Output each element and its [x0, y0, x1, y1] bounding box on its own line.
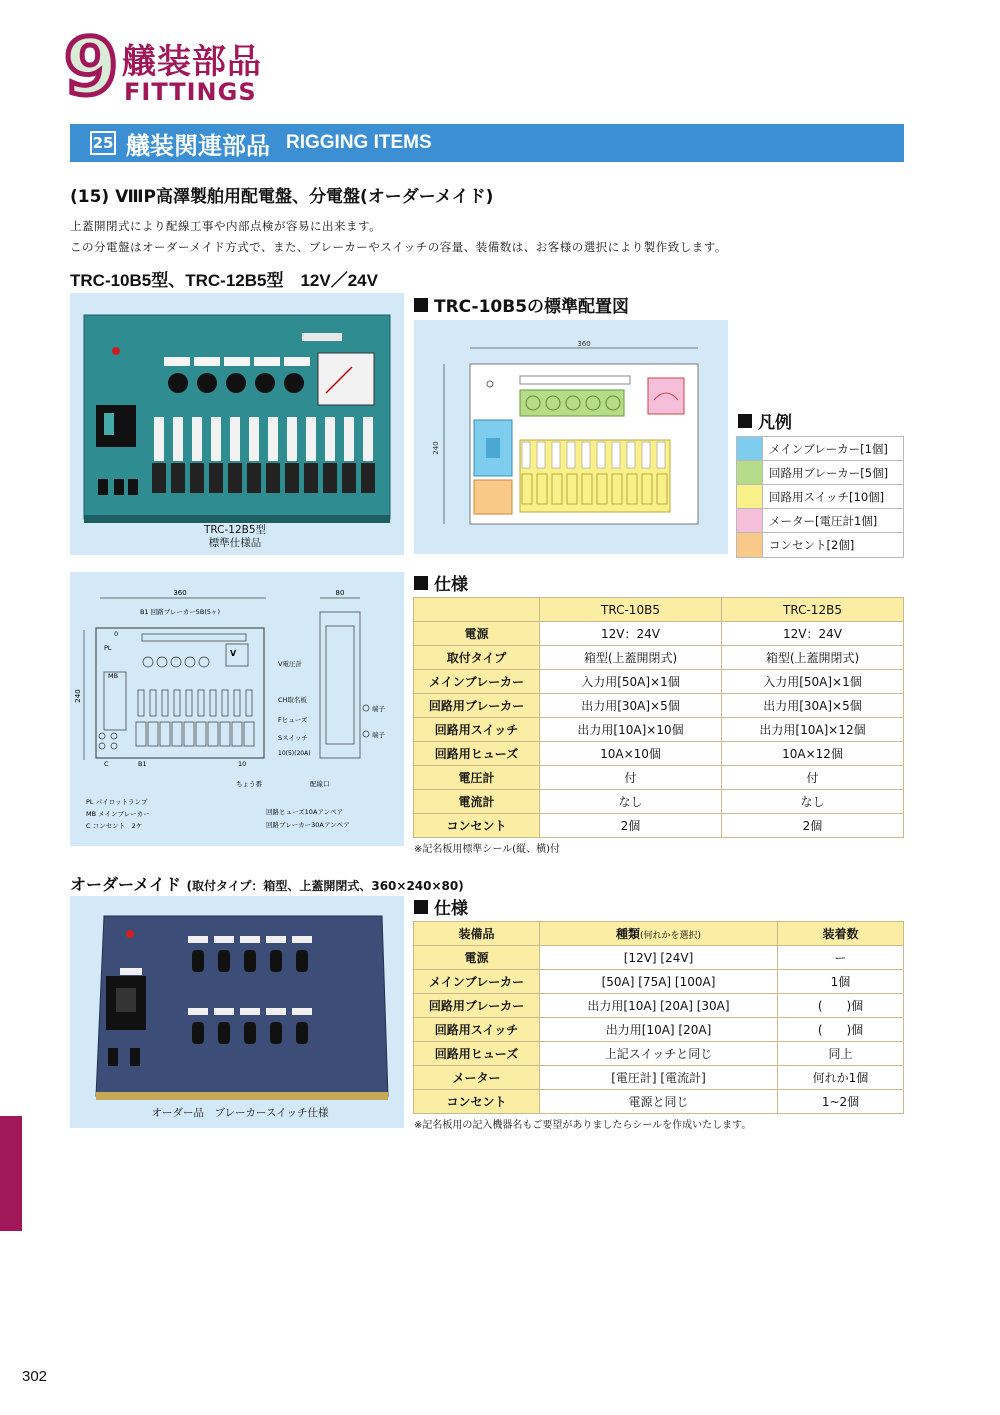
product-subheading: (15) ⅧP高澤製舶用配電盤、分電盤(オーダーメイド)	[70, 187, 494, 207]
model-line: TRC-10B5型、TRC-12B5型 12V／24V	[70, 271, 378, 290]
spec1-note: ※記名板用標準シール(縦、横)付	[414, 844, 560, 855]
drawing-label-switch: Sスイッチ	[278, 734, 308, 742]
layout-diagram-panel	[414, 320, 728, 554]
table-row: 回路用ヒューズ 上記スイッチと同じ 同上	[414, 1042, 904, 1066]
section-number: 25	[90, 131, 116, 155]
legend-swatch	[737, 485, 763, 508]
square-bullet-icon	[414, 298, 428, 312]
column-header: 装備品	[414, 922, 540, 946]
table-row: 電源 [12V] [24V] ー	[414, 946, 904, 970]
table-row: コンセント 2個 2個	[414, 814, 904, 838]
drawing-label-hinge: ちょう番	[236, 780, 262, 788]
spec2-note: ※記名板用の記入機器名もご要望がありましたらシールを作成いたします。	[414, 1120, 752, 1131]
standard-layout-diagram	[414, 320, 728, 554]
drawing-label-mb: MB	[108, 672, 119, 680]
section-bar	[70, 124, 904, 162]
square-bullet-icon	[414, 900, 428, 914]
product-photo-panel	[70, 293, 404, 555]
drawing-label-rating: 10(5)(20A)	[278, 750, 311, 757]
table-row: コンセント 電源と同じ 1~2個	[414, 1090, 904, 1114]
column-header: TRC-12B5	[722, 598, 904, 622]
legend-item: 回路用スイッチ[10個]	[737, 485, 903, 509]
table-row: 取付タイプ 箱型(上蓋開閉式) 箱型(上蓋開閉式)	[414, 646, 904, 670]
table-row: 回路用ヒューズ 10A×10個 10A×12個	[414, 742, 904, 766]
table-row: 電圧計 付 付	[414, 766, 904, 790]
square-bullet-icon	[414, 576, 428, 590]
technical-drawing-panel	[70, 572, 404, 846]
order-photo-caption: オーダー品 ブレーカースイッチ仕様	[151, 1107, 329, 1119]
photo1-caption-line2: 標準仕様品	[208, 537, 262, 549]
legend-title: 凡例	[738, 408, 792, 433]
intro-line-2: この分電盤はオーダーメイド方式で、また、ブレーカーやスイッチの容量、装備数は、お客様の選択により製作致します。	[70, 240, 727, 254]
table-row: 電流計 なし なし	[414, 790, 904, 814]
drawing-top-label: B1 回路ブレーカー5B(5ヶ)	[140, 608, 221, 616]
drawing-label-terminal-2: 端子	[372, 731, 385, 739]
drawing-dim-height: 240	[74, 689, 82, 703]
order-made-title: オーダーメイド (取付タイプ：箱型、上蓋開閉式、360×240×80)	[70, 875, 464, 894]
legend-item: コンセント[2個]	[737, 533, 903, 557]
drawing-label-b1: B1	[138, 760, 147, 768]
chapter-title-jp: 艤装部品	[122, 42, 262, 82]
layout-section-title: TRC-10B5の標準配置図	[414, 292, 629, 317]
drawing-dim-depth: 80	[335, 589, 345, 597]
spec2-title: 仕様	[414, 894, 468, 919]
drawing-legend-3: C コンセント 2ケ	[86, 822, 143, 830]
photo1-caption-line1: TRC-12B5型	[203, 524, 267, 536]
table-row: 回路用ブレーカー 出力用[10A] [20A] [30A] ( )個	[414, 994, 904, 1018]
chapter-number: 9	[64, 23, 117, 113]
table-row: メインブレーカー 入力用[50A]×1個 入力用[50A]×1個	[414, 670, 904, 694]
svg-text:V: V	[230, 649, 237, 658]
chapter-title-en: FITTINGS	[124, 78, 257, 106]
legend-item: メインブレーカー[1個]	[737, 437, 903, 461]
drawing-label-10: 10	[238, 760, 247, 768]
drawing-legend-1: PL パイロットランプ	[86, 798, 148, 806]
spec2-table	[413, 921, 904, 1114]
drawing-note-2: 回路ブレーカー30Aアンペア	[266, 821, 350, 829]
legend-box	[736, 436, 904, 558]
switchboard-photo	[70, 293, 404, 555]
order-switchboard-photo	[70, 896, 404, 1128]
table-row: 電源 12V：24V 12V：24V	[414, 622, 904, 646]
column-header: 装着数	[778, 922, 904, 946]
intro-line-1: 上蓋開閉式により配線工事や内部点検が容易に出来ます。	[70, 219, 382, 233]
page-number: 302	[22, 1368, 48, 1385]
drawing-label-c: C	[104, 760, 109, 768]
drawing-label-nameplate: CH取名板	[278, 696, 307, 704]
table-corner	[414, 598, 540, 622]
drawing-note-1: 回路ヒューズ10Aアンペア	[266, 808, 344, 816]
square-bullet-icon	[738, 414, 752, 428]
layout-dim-height: 240	[432, 441, 440, 455]
legend-item: メーター[電圧計1個]	[737, 509, 903, 533]
spec1-table	[413, 597, 904, 838]
technical-drawing	[70, 572, 404, 846]
legend-swatch	[737, 509, 763, 532]
order-made-subtitle: (取付タイプ：箱型、上蓋開閉式、360×240×80)	[186, 879, 464, 893]
column-header: 種類(何れかを選択)	[540, 922, 778, 946]
drawing-label-0: 0	[114, 630, 119, 638]
chapter-side-tab	[0, 1116, 22, 1231]
table-row: 回路用スイッチ 出力用[10A] [20A] ( )個	[414, 1018, 904, 1042]
legend-swatch	[737, 437, 763, 460]
order-photo-panel	[70, 896, 404, 1128]
photo1-caption	[180, 524, 290, 550]
section-title-jp: 艤装関連部品	[126, 131, 270, 160]
drawing-label-fuse: Fヒューズ	[278, 716, 308, 724]
legend-swatch	[737, 461, 763, 484]
drawing-label-terminal-1: 端子	[372, 705, 385, 713]
legend-item: 回路用ブレーカー[5個]	[737, 461, 903, 485]
table-row: 回路用スイッチ 出力用[10A]×10個 出力用[10A]×12個	[414, 718, 904, 742]
section-title-en: RIGGING ITEMS	[286, 132, 432, 153]
table-header-row	[414, 598, 904, 622]
drawing-label-wiring-port: 配線口	[310, 780, 330, 788]
table-row: メーター [電圧計] [電流計] 何れか1個	[414, 1066, 904, 1090]
column-header: TRC-10B5	[540, 598, 722, 622]
table-row: 回路用ブレーカー 出力用[30A]×5個 出力用[30A]×5個	[414, 694, 904, 718]
spec1-title: 仕様	[414, 570, 468, 595]
drawing-legend-2: MB メインブレーカー	[86, 810, 150, 818]
layout-dim-width: 360	[577, 340, 591, 348]
drawing-label-pl: PL	[104, 644, 112, 652]
drawing-label-voltmeter: V電圧計	[278, 660, 302, 668]
drawing-dim-width: 360	[173, 589, 187, 597]
table-header-row	[414, 922, 904, 946]
table-row: メインブレーカー [50A] [75A] [100A] 1個	[414, 970, 904, 994]
legend-swatch	[737, 533, 763, 557]
